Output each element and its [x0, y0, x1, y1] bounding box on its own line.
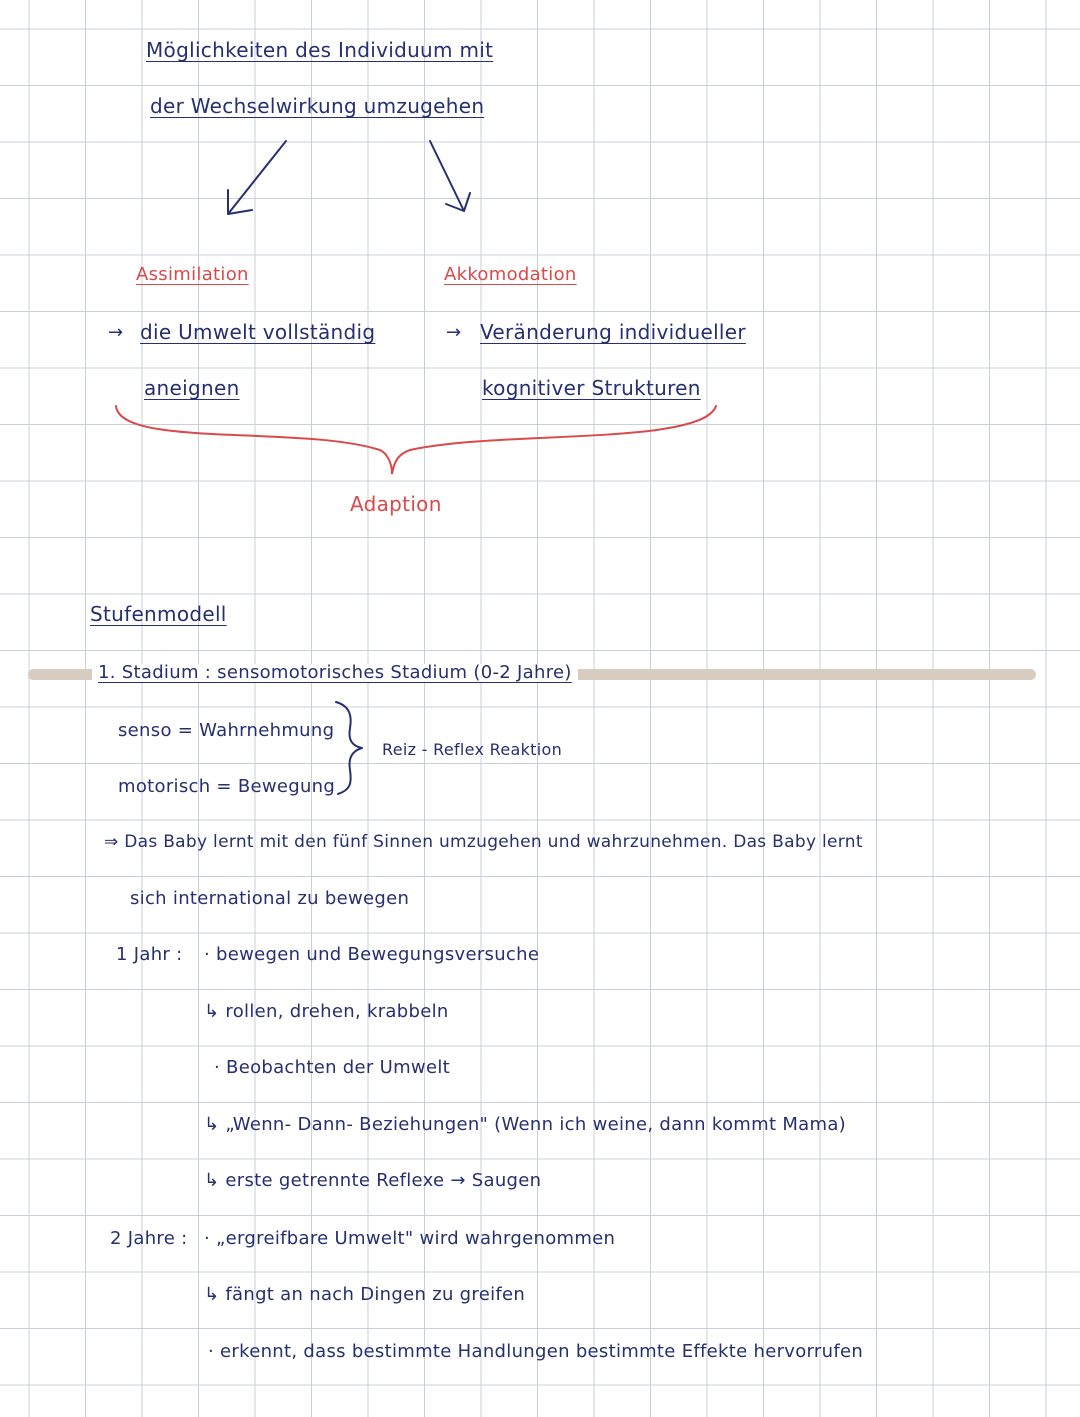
senso-definition: senso = Wahrnehmung: [118, 720, 335, 741]
stadium-heading: 1. Stadium : sensomotorisches Stadium (0-2 Jahre): [92, 664, 578, 682]
adaption-brace-icon: [116, 406, 716, 474]
year-1-item-2: · Beobachten der Umwelt: [214, 1057, 450, 1078]
year-1-label: 1 Jahr :: [116, 944, 183, 965]
arrow-right-icon: [430, 141, 470, 211]
heading-line-2: der Wechselwirkung umzugehen: [150, 94, 485, 118]
summary-line-1: ⇒ Das Baby lernt mit den fünf Sinnen umzugehen und wahrzunehmen. Das Baby lernt: [104, 832, 863, 852]
reiz-reflex-reaktion: Reiz - Reflex Reaktion: [382, 740, 563, 759]
motorisch-definition: motorisch = Bewegung: [118, 776, 336, 797]
akkomodation-line-1: Veränderung individueller: [480, 320, 746, 344]
year-2-sub-1: ↳ fängt an nach Dingen zu greifen: [204, 1284, 526, 1305]
arrow-left-icon: [228, 141, 286, 214]
year-1-sub-1: ↳ rollen, drehen, krabbeln: [204, 1001, 449, 1022]
heading-line-1: Möglichkeiten des Individuum mit: [146, 38, 494, 62]
akkomodation-arrow: →: [446, 322, 462, 343]
year-1-sub-3: ↳ erste getrennte Reflexe → Saugen: [204, 1170, 542, 1191]
adaption-label: Adaption: [350, 492, 442, 516]
assimilation-line-1: die Umwelt vollständig: [140, 320, 376, 344]
assimilation-line-2: aneignen: [144, 376, 240, 400]
assimilation-title: Assimilation: [136, 264, 249, 285]
akkomodation-line-2: kognitiver Strukturen: [482, 376, 701, 400]
year-2-item-2: · erkennt, dass bestimmte Handlungen bestimmte Effekte hervorrufen: [208, 1341, 864, 1362]
assimilation-arrow: →: [108, 322, 124, 343]
year-1-item-1: · bewegen und Bewegungsversuche: [204, 944, 540, 965]
reaction-brace-icon: [336, 702, 362, 794]
akkomodation-title: Akkomodation: [444, 264, 577, 285]
year-2-item-1: · „ergreifbare Umwelt" wird wahrgenommen: [204, 1228, 616, 1249]
summary-line-2: sich international zu bewegen: [130, 888, 410, 909]
year-1-sub-2: ↳ „Wenn- Dann- Beziehungen" (Wenn ich weine, dann kommt Mama): [204, 1114, 846, 1135]
stufenmodell-title: Stufenmodell: [90, 602, 227, 626]
year-2-label: 2 Jahre :: [110, 1228, 188, 1249]
